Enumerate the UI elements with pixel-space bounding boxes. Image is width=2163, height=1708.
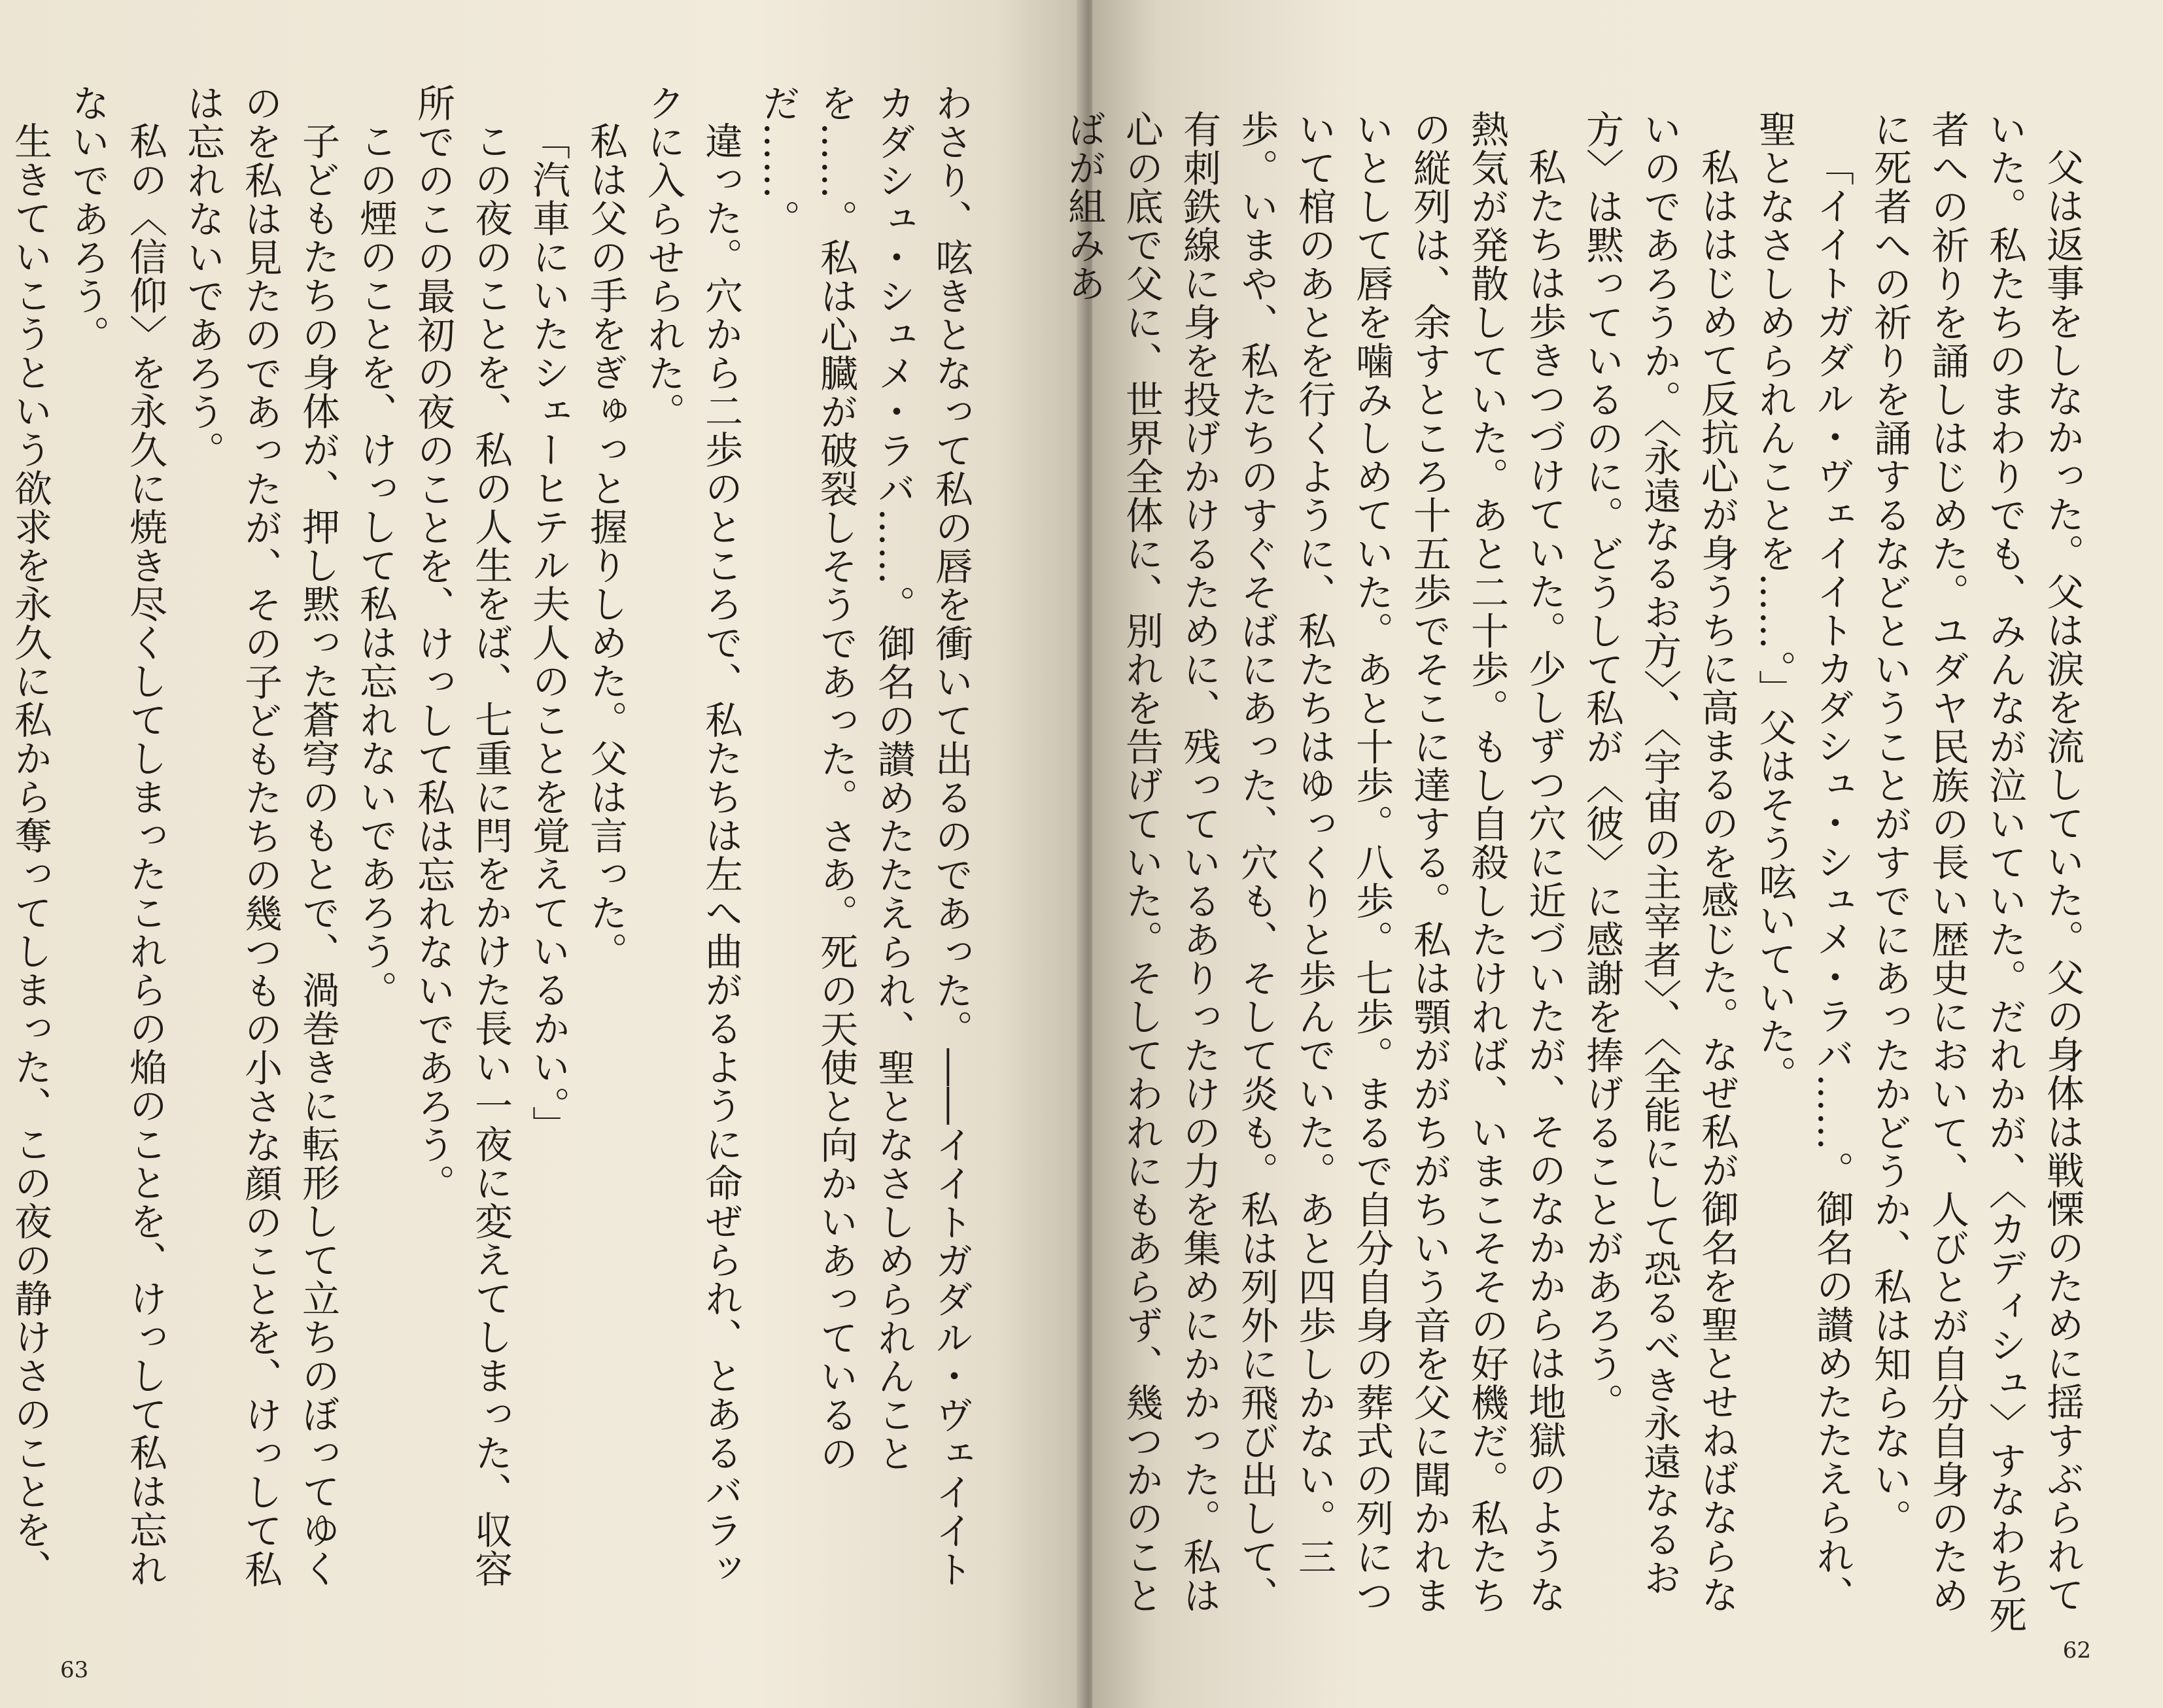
paragraph: 子どもたちの身体が、押し黙った蒼穹のもとで、渦巻きに転形して立ちのぼってゆくのを私は見たのであったが、その子どもたちの幾つもの小さな顔のことを、けっして私は忘れないであろう。 bbox=[181, 84, 340, 1588]
paragraph: 違った。穴から二歩のところで、私たちは左へ曲がるように命ぜられ、とあるバラックに入らせられた。 bbox=[641, 84, 743, 1588]
paragraph: 「イイトガダル・ヴェイイトカダシュ・シュメ・ラバ……。御名の讃めたたえられ、聖となさしめられんことを……。」父はそう呟いていた。 bbox=[1752, 110, 1854, 1614]
paragraph: この煙のことを、けっして私は忘れないであろう。 bbox=[353, 122, 398, 1009]
paragraph: この夜のことを、私の人生をば、七重に閂をかけた長い一夜に変えてしまった、収容所でのこの最初の夜のことを、けっして私は忘れないであろう。 bbox=[411, 84, 513, 1588]
paragraph: 私の〈信仰〉を永久に焼き尽くしてしまったこれらの焔のことを、けっして私は忘れないであろう。 bbox=[65, 84, 167, 1588]
page-number-left: 63 bbox=[60, 1657, 89, 1683]
right-page bbox=[1062, 0, 2163, 1708]
paragraph: 私は父の手をぎゅっと握りしめた。父は言った。 bbox=[583, 122, 628, 970]
paragraph: わさり、呟きとなって私の唇を衝いて出るのであった。――イイトガダル・ヴェイイトカダシュ・シュメ・ラバ……。御名の讃めたたえられ、聖となさしめられんことを……。私は心臓が破裂しそうであった。さあ。死の天使と向かいあっているのだ……。 bbox=[756, 84, 973, 1588]
left-page-text bbox=[0, 84, 980, 1614]
paragraph: 父は返事をしなかった。父は涙を流していた。父の身体は戦慄のために揺すぶられていた。私たちのまわりでも、みんなが泣いていた。だれかが、〈カディシュ〉すなわち死者への祈りを誦しはじめた。ユダヤ民族の長い歴史において、人びとが自分自身のために死者への祈りを誦するなどということがすでにあったかどうか、私は知らない。 bbox=[1867, 110, 2085, 1634]
paragraph: 私たちは歩きつづけていた。少しずつ穴に近づいたが、そのなかからは地獄のような熱気が発散していた。あと二十歩。もし自殺したければ、いまこそその好機だ。私たちの縦列は、余すところ十五歩でそこに達する。私は顎ががちがちいう音を父に聞かれまいとして唇を噛みしめていた。あと十歩。八歩。七歩。まるで自分自身の葬式の列について棺のあとを行くように、私たちはゆっくりと歩んでいた。あと四歩しかない。三歩。いまや、私たちのすぐそばにあった、穴も、そして炎も。私は列外に飛び出して、有刺鉄線に身を投げかけるために、残っているありったけの力を集めにかかった。私は心の底で父に、世界全体に、別れを告げていた。そしてわれにもあらず、幾つかのことばが組みあ bbox=[1062, 110, 1566, 1614]
paragraph: 私ははじめて反抗心が身うちに高まるのを感じた。なぜ私が御名を聖とせねばならないのであろうか。〈永遠なるお方〉、〈宇宙の主宰者〉、〈全能にして恐るべき永遠なるお方〉は黙っているのに。どうして私が〈彼〉に感謝を捧げることがあろう。 bbox=[1580, 110, 1739, 1614]
page-number-right: 62 bbox=[2062, 1637, 2091, 1664]
right-page-text bbox=[1062, 110, 2091, 1640]
paragraph: 「汽車にいたシェーヒテル夫人のことを覚えているかい。」 bbox=[526, 122, 570, 1144]
paragraph: 生きていこうという欲求を永久に私から奪ってしまった、この夜の静けさのことを、 bbox=[8, 122, 52, 1588]
